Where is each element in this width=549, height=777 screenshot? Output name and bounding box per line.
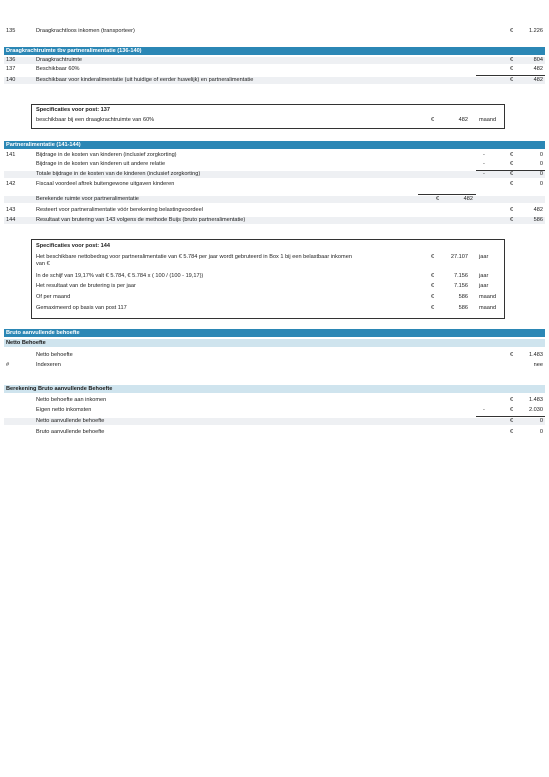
currency: € bbox=[510, 77, 514, 83]
post-number: # bbox=[6, 362, 10, 368]
spec-label: van € bbox=[36, 261, 50, 267]
spec-unit: jaar bbox=[479, 273, 489, 279]
post-number: 140 bbox=[6, 77, 16, 83]
row-140 bbox=[4, 77, 545, 84]
row-value: 0 bbox=[539, 181, 543, 187]
row-value: 0 bbox=[539, 418, 543, 424]
row-value: 0 bbox=[539, 152, 543, 158]
row-label: Resultaat van brutering van 143 volgens de methode Buijs (bruto partneralimentatie) bbox=[36, 217, 246, 223]
spec-value: 27.107 bbox=[450, 254, 468, 260]
spec-value: 586 bbox=[458, 294, 468, 300]
box-title: Specificaties voor post: 137 bbox=[36, 107, 110, 113]
spec-row bbox=[36, 254, 500, 261]
currency: € bbox=[510, 152, 514, 158]
row-label: Draagkrachtloos inkomen (transporteer) bbox=[36, 28, 135, 34]
spec-unit: maand bbox=[479, 117, 497, 123]
currency: € bbox=[510, 181, 514, 187]
row-label: Bijdrage in de kosten van kinderen (inclusief zorgkorting) bbox=[36, 152, 177, 158]
post-number: 135 bbox=[6, 28, 16, 34]
subtotal-line bbox=[476, 75, 545, 76]
section-header-bruto-aanvullende-behoefte: Bruto aanvullende behoefte bbox=[4, 329, 545, 337]
row-135 bbox=[4, 28, 545, 35]
row-label: Netto aanvullende behoefte bbox=[36, 418, 105, 424]
currency: € bbox=[431, 273, 435, 279]
currency: € bbox=[510, 207, 514, 213]
row-child-other-relation bbox=[4, 161, 545, 168]
post-number: 141 bbox=[6, 152, 16, 158]
row-eigen-netto-inkomsten bbox=[4, 407, 545, 414]
row-value: 482 bbox=[533, 207, 543, 213]
row-value: 0 bbox=[539, 161, 543, 167]
spec-unit: maand bbox=[479, 294, 497, 300]
spec-unit: maand bbox=[479, 305, 497, 311]
row-137 bbox=[4, 66, 545, 73]
row-143 bbox=[4, 207, 545, 214]
specification-box-144 bbox=[31, 239, 505, 319]
currency: € bbox=[510, 161, 514, 167]
row-value: 1.483 bbox=[529, 397, 543, 403]
currency: € bbox=[510, 352, 514, 358]
row-144 bbox=[4, 217, 545, 224]
minus-sign: - bbox=[483, 152, 485, 158]
post-number: 144 bbox=[6, 217, 16, 223]
row-value: 482 bbox=[463, 196, 473, 202]
row-label: Draagkrachtruimte bbox=[36, 57, 83, 63]
box-title: Specificaties voor post: 144 bbox=[36, 243, 110, 249]
section-header-partneralimentatie: Partneralimentatie (141-144) bbox=[4, 141, 545, 149]
row-label: Beschikbaar 60% bbox=[36, 66, 80, 72]
spec-row bbox=[36, 273, 500, 280]
row-label: Bijdrage in de kosten van kinderen uit andere relatie bbox=[36, 161, 166, 167]
currency: € bbox=[510, 429, 514, 435]
currency: € bbox=[431, 117, 435, 123]
currency: € bbox=[510, 66, 514, 72]
row-value: 0 bbox=[539, 171, 543, 177]
row-value: 586 bbox=[533, 217, 543, 223]
currency: € bbox=[510, 171, 514, 177]
row-bruto-aanvullende-behoefte bbox=[4, 429, 545, 436]
row-label: Totale bijdrage in de kosten van de kinderen (inclusief zorgkorting) bbox=[36, 171, 201, 177]
row-value: 1.226 bbox=[529, 28, 543, 34]
row-label: Netto behoefte bbox=[36, 352, 73, 358]
post-number: 143 bbox=[6, 207, 16, 213]
section-header-draagkrachtruimte: Draagkrachtruimte tbv partneralimentatie (136-140) bbox=[4, 47, 545, 55]
row-value: nee bbox=[533, 362, 543, 368]
row-netto-behoefte-inkomen bbox=[4, 397, 545, 404]
subsection-header-berekening: Berekening Bruto aanvullende Behoefte bbox=[4, 385, 545, 393]
row-total-child-contribution bbox=[4, 171, 545, 178]
spec-row bbox=[36, 305, 500, 312]
currency: € bbox=[510, 57, 514, 63]
specification-box-137 bbox=[31, 104, 505, 129]
spec-label: Het beschikbare nettobedrag voor partneralimentatie van € 5.784 per jaar wordt gebruteerd in Box 1 bij een belastbaar inkomen bbox=[36, 254, 352, 260]
minus-sign: - bbox=[483, 171, 485, 177]
row-netto-aanvullende-behoefte bbox=[4, 418, 545, 425]
spec-value: 586 bbox=[458, 305, 468, 311]
spec-row bbox=[36, 294, 500, 301]
spec-row-continued bbox=[36, 261, 500, 268]
row-label: Bruto aanvullende behoefte bbox=[36, 429, 105, 435]
row-label: Eigen netto inkomsten bbox=[36, 407, 92, 413]
currency: € bbox=[510, 418, 514, 424]
spec-label: In de schijf van 19,17% valt € 5.784, € 5.784 x ( 100 / (100 - 19,17)) bbox=[36, 273, 204, 279]
spec-value: 7.156 bbox=[454, 273, 468, 279]
row-value: 804 bbox=[533, 57, 543, 63]
currency: € bbox=[436, 196, 440, 202]
row-label: Indexeren bbox=[36, 362, 61, 368]
row-netto-behoefte bbox=[4, 352, 545, 359]
row-label: Resteert voor partneralimentatie vóór berekening belastingvoordeel bbox=[36, 207, 203, 213]
row-label: Fiscaal voordeel aftrek buitengewone uitgaven kinderen bbox=[36, 181, 175, 187]
spec-label: Of per maand bbox=[36, 294, 71, 300]
spec-unit: jaar bbox=[479, 283, 489, 289]
currency: € bbox=[510, 217, 514, 223]
post-number: 136 bbox=[6, 57, 16, 63]
row-value: 0 bbox=[539, 429, 543, 435]
row-value: 482 bbox=[533, 66, 543, 72]
subtotal-line bbox=[418, 194, 476, 195]
currency: € bbox=[431, 294, 435, 300]
row-indexeren bbox=[4, 362, 545, 369]
row-141 bbox=[4, 152, 545, 159]
minus-sign: - bbox=[483, 161, 485, 167]
spec-label: beschikbaar bij een draagkrachtruimte van 60% bbox=[36, 117, 155, 123]
currency: € bbox=[431, 305, 435, 311]
row-142 bbox=[4, 181, 545, 188]
spec-row bbox=[36, 117, 500, 124]
row-label: Berekende ruimte voor partneralimentatie bbox=[36, 196, 139, 202]
row-label: Netto behoefte aan inkomen bbox=[36, 397, 107, 403]
spec-value: 482 bbox=[458, 117, 468, 123]
currency: € bbox=[510, 407, 514, 413]
currency: € bbox=[510, 397, 514, 403]
row-calculated-room bbox=[4, 196, 545, 203]
currency: € bbox=[510, 28, 514, 34]
row-value: 2.030 bbox=[529, 407, 543, 413]
post-number: 137 bbox=[6, 66, 16, 72]
row-value: 482 bbox=[533, 77, 543, 83]
subtotal-line bbox=[476, 416, 545, 417]
subsection-header-netto-behoefte: Netto Behoefte bbox=[4, 339, 545, 347]
spec-label: Het resultaat van de brutering is per jaar bbox=[36, 283, 136, 289]
spec-row bbox=[36, 283, 500, 290]
spec-value: 7.156 bbox=[454, 283, 468, 289]
row-label: Beschikbaar voor kinderalimentatie (uit huidige of eerder huwelijk) en partneralimentatie bbox=[36, 77, 254, 83]
currency: € bbox=[431, 254, 435, 260]
row-136 bbox=[4, 57, 545, 64]
spec-unit: jaar bbox=[479, 254, 489, 260]
row-value: 1.483 bbox=[529, 352, 543, 358]
post-number: 142 bbox=[6, 181, 16, 187]
minus-sign: - bbox=[483, 407, 485, 413]
currency: € bbox=[431, 283, 435, 289]
spec-label: Gemaximeerd op basis van post 117 bbox=[36, 305, 127, 311]
